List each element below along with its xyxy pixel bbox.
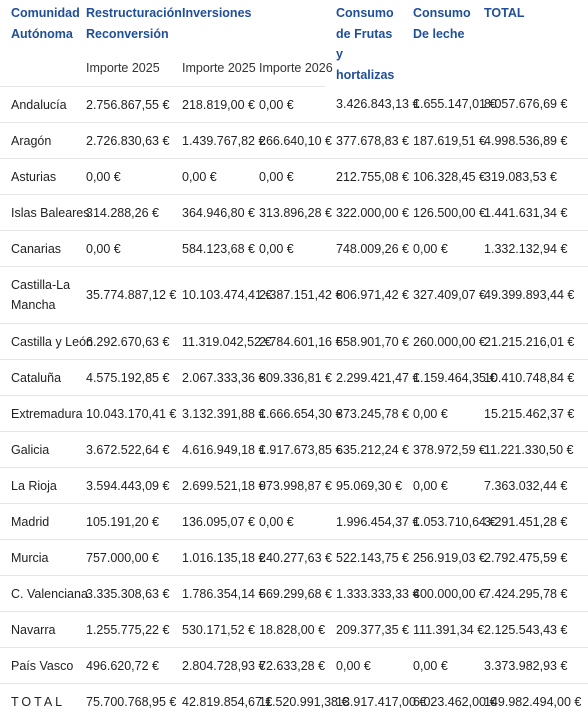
cell-restructuring-2025: 3.335.308,63 € — [75, 576, 171, 612]
cell-investments-2026: 569.299,68 € — [248, 576, 325, 612]
cell-investments-2026: 973.998,87 € — [248, 468, 325, 504]
table-row — [0, 648, 588, 684]
cell-total: 2.125.543,43 € — [473, 612, 588, 648]
cell-investments-2026: 313.896,28 € — [248, 195, 325, 231]
cell-investments-2025: 0,00 € — [171, 159, 248, 195]
cell-fruits-consumption: 522.143,75 € — [325, 540, 402, 576]
cell-total: 10.410.748,84 € — [473, 360, 588, 396]
cell-restructuring-2025: 105.191,20 € — [75, 504, 171, 540]
cell-restructuring-2025: 4.575.192,85 € — [75, 360, 171, 396]
cell-fruits-consumption: 373.245,78 € — [325, 396, 402, 432]
cell-fruits-consumption: 3.426.843,13 € — [325, 87, 402, 123]
cell-restructuring-2025: 757.000,00 € — [75, 540, 171, 576]
cell-total: 4.998.536,89 € — [473, 123, 588, 159]
cell-investments-2026: 0,00 € — [248, 159, 325, 195]
cell-fruits-consumption: 209.377,35 € — [325, 612, 402, 648]
cell-milk-consumption: 126.500,00 € — [402, 195, 473, 231]
cell-investments-2025: 530.171,52 € — [171, 612, 248, 648]
cell-region: Madrid — [0, 504, 75, 540]
cell-investments-2025: 2.804.728,93 € — [171, 648, 248, 684]
cell-milk-consumption: 256.919,03 € — [402, 540, 473, 576]
cell-investments-2026: 1.666.654,30 € — [248, 396, 325, 432]
table-row — [0, 360, 588, 396]
cell-milk-consumption: 0,00 € — [402, 648, 473, 684]
cell-fruits-consumption: 558.901,70 € — [325, 324, 402, 360]
header-region: Comunidad Autónoma — [11, 6, 80, 41]
cell-milk-consumption: 0,00 € — [402, 231, 473, 267]
cell-milk-consumption: 1.655.147,01 € — [402, 87, 473, 123]
cell-fruits-consumption: 95.069,30 € — [325, 468, 402, 504]
header-restructuring: Restructuración Reconversión — [86, 6, 182, 41]
cell-region: Cataluña — [0, 360, 75, 396]
cell-investments-2025: 10.103.474,41 € — [171, 267, 248, 324]
cell-region: Murcia — [0, 540, 75, 576]
cell-total: 21.215.216,01 € — [473, 324, 588, 360]
cell-restructuring-2025: 3.672.522,64 € — [75, 432, 171, 468]
cell-restructuring-2025: 2.756.867,55 € — [75, 87, 171, 123]
cell-region: Canarias — [0, 231, 75, 267]
cell-investments-2025: 1.786.354,14 € — [171, 576, 248, 612]
cell-milk-consumption: 187.619,51 € — [402, 123, 473, 159]
cell-investments-2025: 1.439.767,82 € — [171, 123, 248, 159]
cell-region: La Rioja — [0, 468, 75, 504]
cell-region: Navarra — [0, 612, 75, 648]
table-row — [0, 396, 588, 432]
total-milk-consumption: 6.023.462,00 € — [413, 694, 497, 709]
cell-restructuring-2025: 314.288,26 € — [75, 195, 171, 231]
cell-region: Galicia — [0, 432, 75, 468]
cell-fruits-consumption: 635.212,24 € — [325, 432, 402, 468]
cell-investments-2025: 584.123,68 € — [171, 231, 248, 267]
cell-milk-consumption: 0,00 € — [402, 396, 473, 432]
cell-investments-2026: 0,00 € — [248, 504, 325, 540]
cell-fruits-consumption: 1.996.454,37 € — [325, 504, 402, 540]
cell-milk-consumption: 1.159.464,35 € — [402, 360, 473, 396]
cell-investments-2026: 309.336,81 € — [248, 360, 325, 396]
cell-milk-consumption: 111.391,34 € — [402, 612, 473, 648]
cell-milk-consumption: 106.328,45 € — [402, 159, 473, 195]
cell-region: Asturias — [0, 159, 75, 195]
cell-milk-consumption: 260.000,00 € — [402, 324, 473, 360]
table-row — [0, 540, 588, 576]
table-row — [0, 468, 588, 504]
subheader-importe-2026: Importe 2026 — [248, 49, 325, 87]
cell-fruits-consumption: 806.971,42 € — [325, 267, 402, 324]
cell-investments-2026: 0,00 € — [248, 87, 325, 123]
total-total: 149.982.494,00 € — [484, 694, 582, 709]
cell-investments-2025: 136.095,07 € — [171, 504, 248, 540]
table-row — [0, 159, 588, 195]
cell-fruits-consumption: 377.678,83 € — [325, 123, 402, 159]
table-row — [0, 123, 588, 159]
cell-region: Extremadura — [0, 396, 75, 432]
cell-total: 3.291.451,28 € — [473, 504, 588, 540]
cell-region: Andalucía — [0, 87, 75, 123]
cell-fruits-consumption: 322.000,00 € — [325, 195, 402, 231]
cell-milk-consumption: 400.000,00 € — [402, 576, 473, 612]
cell-fruits-consumption: 1.333.333,33 € — [325, 576, 402, 612]
cell-restructuring-2025: 2.726.830,63 € — [75, 123, 171, 159]
cell-restructuring-2025: 10.043.170,41 € — [75, 396, 171, 432]
cell-investments-2025: 218.819,00 € — [171, 87, 248, 123]
cell-investments-2026: 1.917.673,85 € — [248, 432, 325, 468]
cell-investments-2026: 240.277,63 € — [248, 540, 325, 576]
cell-total: 7.363.032,44 € — [473, 468, 588, 504]
cell-investments-2025: 4.616.949,18 € — [171, 432, 248, 468]
total-investments-2025: 42.819.854,67 € — [182, 694, 273, 709]
table-row — [0, 87, 588, 123]
cell-total: 11.221.330,50 € — [473, 432, 588, 468]
cell-restructuring-2025: 35.774.887,12 € — [75, 267, 171, 324]
cell-fruits-consumption: 748.009,26 € — [325, 231, 402, 267]
cell-investments-2026: 0,00 € — [248, 231, 325, 267]
cell-region: C. Valenciana — [0, 576, 75, 612]
cell-investments-2025: 2.699.521,18 € — [171, 468, 248, 504]
cell-milk-consumption: 378.972,59 € — [402, 432, 473, 468]
cell-milk-consumption: 1.053.710,64 € — [402, 504, 473, 540]
cell-restructuring-2025: 496.620,72 € — [75, 648, 171, 684]
cell-investments-2025: 11.319.042,52 € — [171, 324, 248, 360]
cell-total: 319.083,53 € — [473, 159, 588, 195]
table-row — [0, 324, 588, 360]
total-investments-2026: 11.520.991,38 € — [259, 694, 349, 709]
cell-investments-2025: 3.132.391,88 € — [171, 396, 248, 432]
cell-investments-2026: 2.387.151,42 € — [248, 267, 325, 324]
cell-restructuring-2025: 0,00 € — [75, 159, 171, 195]
cell-total: 49.399.893,44 € — [473, 267, 588, 324]
cell-milk-consumption: 327.409,07 € — [402, 267, 473, 324]
cell-region: Islas Baleares — [0, 195, 75, 231]
cell-fruits-consumption: 212.755,08 € — [325, 159, 402, 195]
header-total: TOTAL — [484, 6, 525, 20]
cell-region: Castilla y León — [0, 324, 75, 360]
cell-total: 1.441.631,34 € — [473, 195, 588, 231]
subheader-importe-2025-a: Importe 2025 — [75, 49, 171, 87]
total-restructuring-2025: 75.700.768,95 € — [86, 694, 177, 709]
total-region: TOTAL — [11, 694, 66, 709]
table-row — [0, 504, 588, 540]
cell-fruits-consumption: 2.299.421,47 € — [325, 360, 402, 396]
cell-region: Aragón — [0, 123, 75, 159]
table-row — [0, 267, 588, 324]
cell-region: País Vasco — [0, 648, 75, 684]
cell-investments-2026: 72.633,28 € — [248, 648, 325, 684]
cell-fruits-consumption: 0,00 € — [325, 648, 402, 684]
cell-region: Castilla-La Mancha — [0, 267, 75, 324]
cell-investments-2026: 18.828,00 € — [248, 612, 325, 648]
cell-investments-2025: 2.067.333,36 € — [171, 360, 248, 396]
cell-investments-2026: 2.784.601,16 € — [248, 324, 325, 360]
cell-total: 15.215.462,37 € — [473, 396, 588, 432]
cell-restructuring-2025: 3.594.443,09 € — [75, 468, 171, 504]
cell-investments-2025: 1.016.135,18 € — [171, 540, 248, 576]
table-row — [0, 576, 588, 612]
header-row — [0, 0, 588, 49]
cell-restructuring-2025: 1.255.775,22 € — [75, 612, 171, 648]
cell-restructuring-2025: 6.292.670,63 € — [75, 324, 171, 360]
table-row — [0, 231, 588, 267]
cell-total: 2.792.475,59 € — [473, 540, 588, 576]
subheader-importe-2025-b: Importe 2025 — [171, 49, 248, 87]
cell-restructuring-2025: 0,00 € — [75, 231, 171, 267]
header-investments: Inversiones — [182, 6, 252, 20]
table-row — [0, 612, 588, 648]
cell-total: 1.332.132,94 € — [473, 231, 588, 267]
table-body — [0, 87, 588, 720]
cell-total: 3.373.982,93 € — [473, 648, 588, 684]
header-fruits: Consumo de Frutas y hortalizas — [336, 6, 395, 82]
table-row — [0, 432, 588, 468]
total-row — [0, 684, 588, 720]
total-fruits-consumption: 13.917.417,00 € — [336, 694, 427, 709]
subheader-empty — [0, 49, 75, 87]
cell-total: 8.057.676,69 € — [473, 87, 588, 123]
cell-investments-2026: 266.640,10 € — [248, 123, 325, 159]
cell-investments-2025: 364.946,80 € — [171, 195, 248, 231]
table-row — [0, 195, 588, 231]
header-milk: Consumo De leche — [413, 6, 471, 41]
cell-milk-consumption: 0,00 € — [402, 468, 473, 504]
cell-total: 7.424.295,78 € — [473, 576, 588, 612]
